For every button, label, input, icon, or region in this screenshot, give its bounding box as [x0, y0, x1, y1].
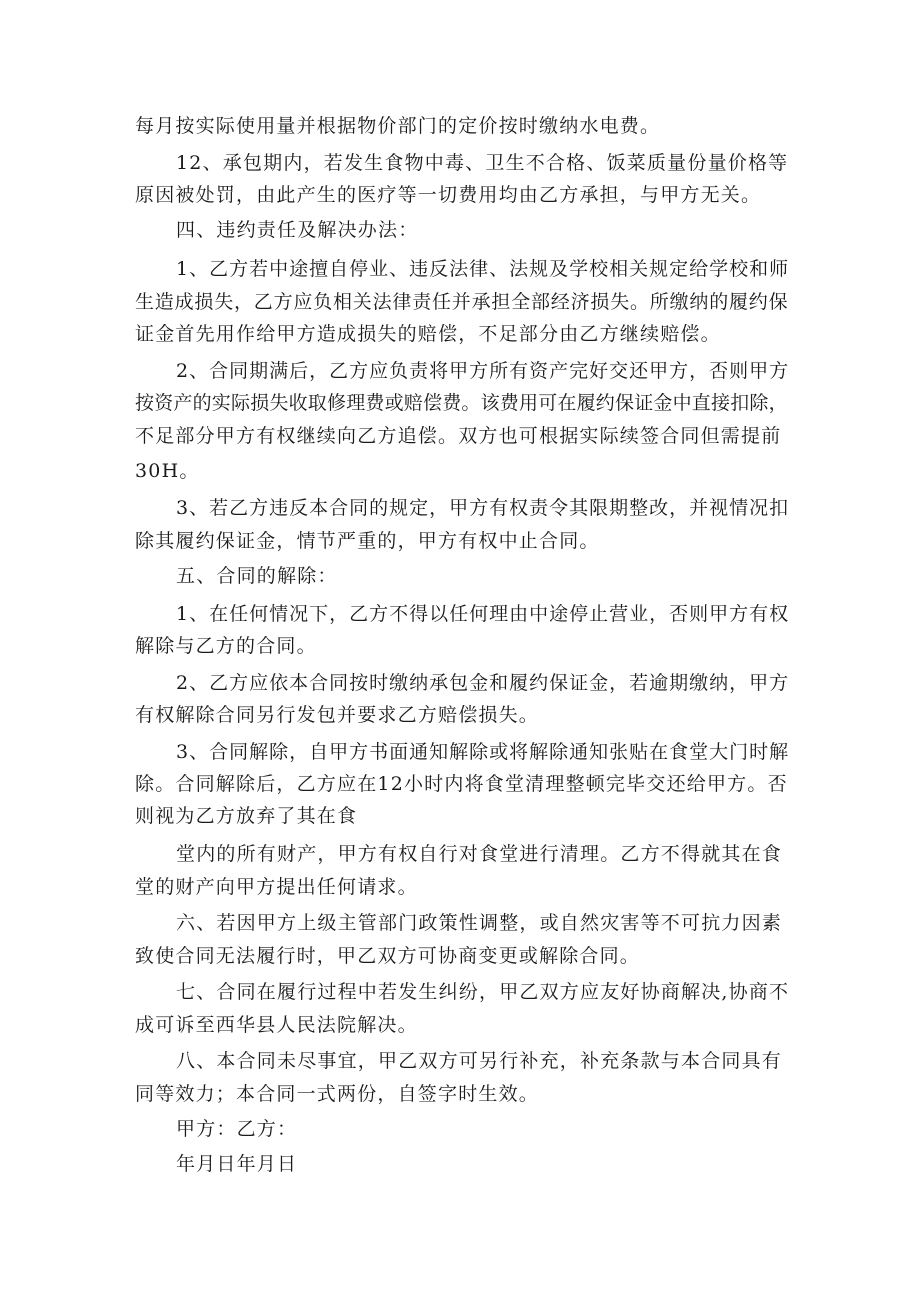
text-line: 堂内的所有财产，甲方有权自行对食堂进行清理。乙方不得就其在食: [176, 843, 783, 865]
text-line: 1、乙方若中途擅自停业、违反法律、法规及学校相关规定给学校和师: [176, 258, 790, 280]
text-line: 2、乙方应依本合同按时缴纳承包金和履约保证金，若逾期缴纳，甲方: [176, 672, 790, 694]
text-line: 12、承包期内，若发生食物中毒、卫生不合格、饭菜质量份量价格等: [176, 152, 789, 174]
text-line: 2、合同期满后，乙方应负责将甲方所有资产完好交还甲方，否则甲方: [176, 360, 790, 382]
section-heading: 五、合同的解除：: [176, 565, 338, 587]
text-line: 3、合同解除，自甲方书面通知解除或将解除通知张贴在食堂大门时解: [176, 741, 790, 763]
text-line: 每月按实际使用量并根据物价部门的定价按时缴纳水电费。: [135, 115, 661, 137]
text-line: 八、本合同未尽事宜，甲乙双方可另行补充，补充条款与本合同具有: [176, 1050, 783, 1072]
signature-dates: 年月日年月日: [176, 1153, 298, 1175]
text-line: 成可诉至西华县人民法院解决。: [135, 1014, 418, 1036]
text-line: 按资产的实际损失收取修理费或赔偿费。该费用可在履约保证金中直接扣除，: [135, 392, 788, 414]
text-line: 原因被处罚，由此产生的医疗等一切费用均由乙方承担，与甲方无关。: [135, 184, 762, 206]
text-line: 堂的财产向甲方提出任何请求。: [135, 876, 418, 898]
text-line: 30H。: [135, 460, 200, 482]
text-line: 除其履约保证金，情节严重的，甲方有权中止合同。: [135, 530, 600, 552]
text-line: 证金首先用作给甲方造成损失的赔偿，不足部分由乙方继续赔偿。: [135, 323, 721, 345]
text-line: 3、若乙方违反本合同的规定，甲方有权责令其限期整改，并视情况扣: [176, 497, 790, 519]
text-line: 不足部分甲方有权继续向乙方追偿。双方也可根据实际续签合同但需提前: [135, 425, 782, 447]
text-line: 生造成损失，乙方应负相关法律责任并承担全部经济损失。所缴纳的履约保: [135, 291, 789, 313]
text-line: 则视为乙方放弃了其在食: [135, 805, 358, 827]
section-heading: 四、违约责任及解决办法：: [176, 219, 419, 241]
text-line: 致使合同无法履行时，甲乙双方可协商变更或解除合同。: [135, 945, 641, 967]
text-line: 1、在任何情况下，乙方不得以任何理由中途停止营业，否则甲方有权: [176, 603, 790, 625]
text-line: 除。合同解除后，乙方应在12小时内将食堂清理整顿完毕交还给甲方。否: [135, 773, 788, 795]
signature-parties: 甲方：乙方：: [176, 1118, 298, 1140]
text-line: 六、若因甲方上级主管部门政策性调整，或自然灾害等不可抗力因素: [176, 912, 783, 934]
text-line: 七、合同在履行过程中若发生纠纷，甲乙双方应友好协商解决,协商不: [176, 981, 790, 1003]
text-line: 有权解除合同另行发包并要求乙方赔偿损失。: [135, 704, 540, 726]
text-line: 同等效力；本合同一式两份，自签字时生效。: [135, 1083, 540, 1105]
text-line: 解除与乙方的合同。: [135, 635, 317, 657]
